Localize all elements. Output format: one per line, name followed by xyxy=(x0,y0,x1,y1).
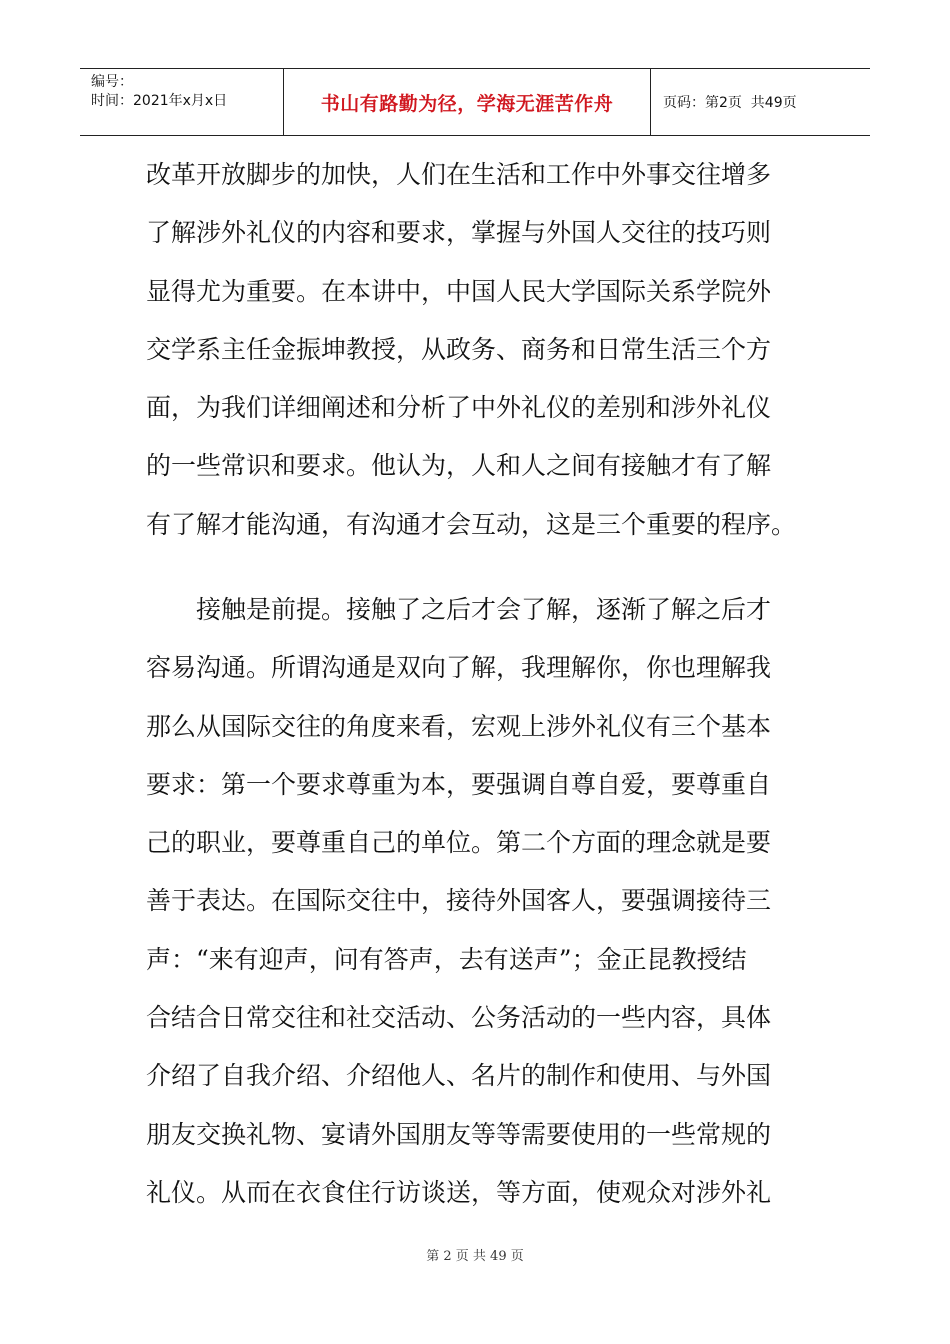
header-meta xyxy=(80,69,283,135)
text-line: 己的职业，要尊重自己的单位。第二个方面的理念就是要 xyxy=(146,828,772,858)
text-line: 接触是前提。接触了之后才会了解，逐渐了解之后才 xyxy=(196,595,772,624)
header-motto-cell xyxy=(283,69,651,135)
text-line: 声：“来有迎声，问有答声，去有送声”；金正昆教授结 xyxy=(146,944,747,974)
page-footer: 第 2 页 共 49 页 xyxy=(426,1249,524,1264)
text-line: 善于表达。在国际交往中，接待外国客人，要强调接待三 xyxy=(146,886,772,916)
text-line: 改革开放脚步的加快，人们在生活和工作中外事交往增多 xyxy=(146,160,772,189)
text-line: 要求：第一个要求尊重为本，要强调自尊自爱，要尊重自 xyxy=(146,769,772,799)
text-line: 合结合日常交往和社交活动、公务活动的一些内容，具体 xyxy=(146,1003,772,1033)
text-line: 介绍了自我介绍、介绍他人、名片的制作和使用、与外国 xyxy=(146,1061,772,1091)
text-line: 礼仪。从而在衣食住行访谈送，等方面，使观众对涉外礼 xyxy=(146,1177,772,1207)
text-line: 的一些常识和要求。他认为，人和人之间有接触才有了解 xyxy=(146,451,772,481)
serial-label: 编号： xyxy=(91,74,133,90)
header-page-info: 页码：第2页 共49页 xyxy=(663,95,797,111)
text-line: 朋友交换礼物、宴请外国朋友等等需要使用的一些常规的 xyxy=(146,1119,772,1149)
text-line: 交学系主任金振坤教授，从政务、商务和日常生活三个方 xyxy=(146,334,772,364)
text-line: 了解涉外礼仪的内容和要求，掌握与外国人交往的技巧则 xyxy=(146,218,772,248)
paragraph-2 xyxy=(146,581,810,1222)
text-line: 那么从国际交往的角度来看，宏观上涉外礼仪有三个基本 xyxy=(146,711,772,741)
motto-text: 书山有路勤为径，学海无涯苦作舟 xyxy=(320,92,614,115)
date-line: 时间：2021年x月x日 xyxy=(91,93,228,109)
text-line: 显得尤为重要。在本讲中，中国人民大学国际关系学院外 xyxy=(146,276,772,306)
text-line: 有了解才能沟通，有沟通才会互动，这是三个重要的程序。 xyxy=(146,509,797,539)
page-header xyxy=(80,68,870,136)
text-line: 面，为我们详细阐述和分析了中外礼仪的差别和涉外礼仪 xyxy=(146,393,772,423)
text-line: 容易沟通。所谓沟通是双向了解，我理解你，你也理解我 xyxy=(146,653,772,683)
paragraph-1 xyxy=(146,146,810,554)
